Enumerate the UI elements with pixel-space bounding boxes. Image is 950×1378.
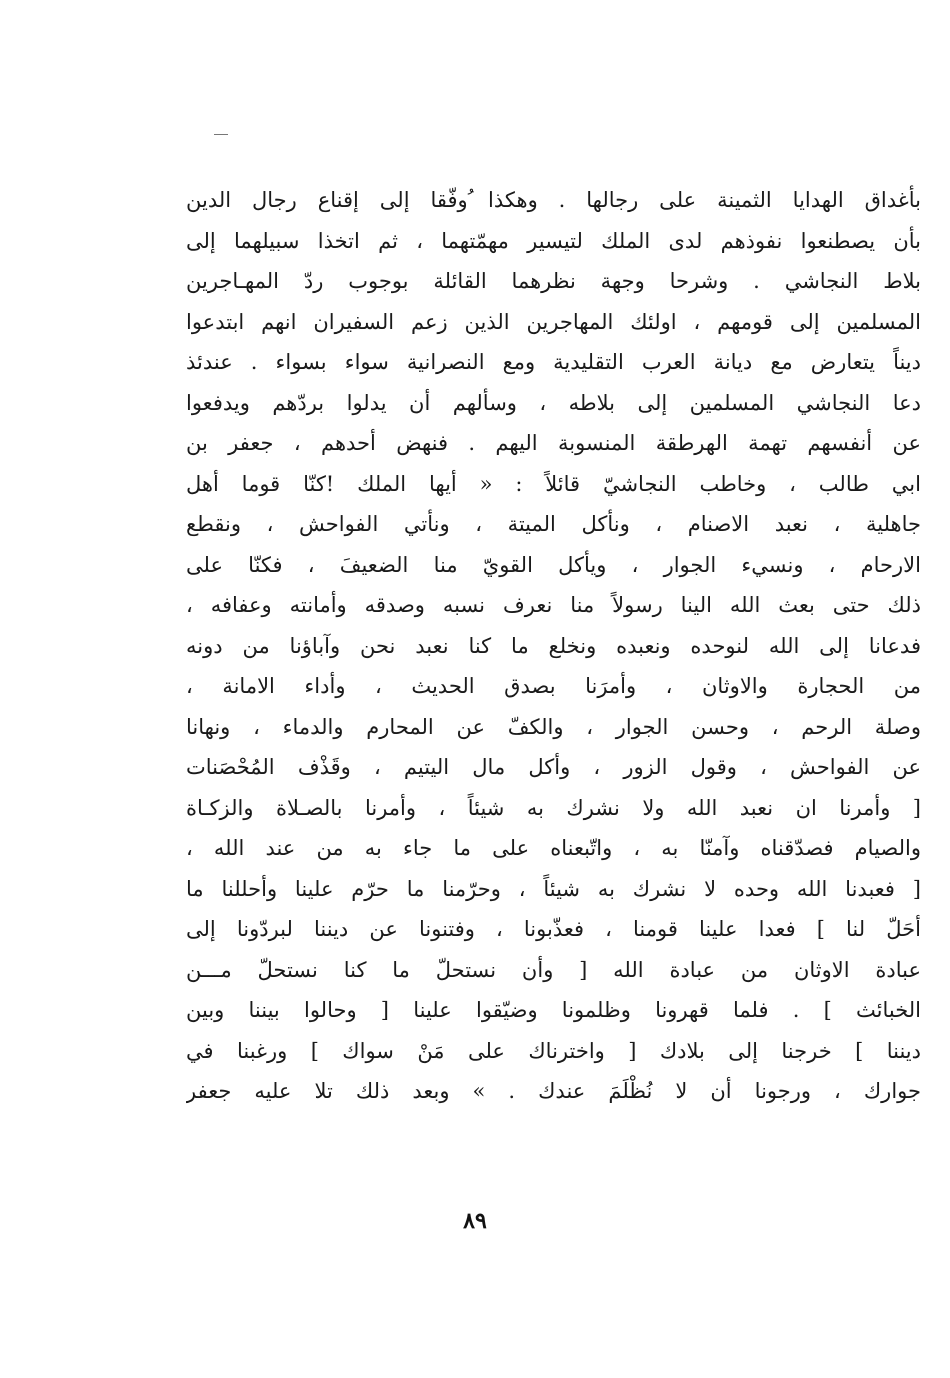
text-line: بأغداق الهدايا الثمينة على رجالها . وهكذا ُوفّقا إلى إقناع رجال الدين: [186, 188, 921, 212]
text-line: أحَلّ لنا ] فعدا علينا قومنا ، فعذّبونا ، وفتنونا عن ديننا لبردّونا إلى: [186, 917, 921, 941]
text-line: [ فعبدنا الله وحده لا نشرك به شيئاً ، وحرّمنا ما حرّم علينا وأحللنا ما: [186, 876, 921, 901]
text-line: من الحجارة والاوثان ، وأمرَنا بصدق الحديث ، وأداء الامانة ،: [186, 674, 921, 698]
text-line: جوارك ، ورجونا أن لا نُظْلَمَ عندك . » وبعد ذلك تلا عليه جعفر: [186, 1079, 921, 1103]
text-line: فدعانا إلى الله لنوحده ونعبده ونخلع ما كنا نعبد نحن وآباؤنا من دونه: [186, 633, 921, 658]
text-line: عن الفواحش ، وقول الزور ، وأكل مال اليتيم ، وقَذْف المُحْصَنات: [186, 755, 921, 779]
text-line: ديننا ] خرجنا إلى بلادك [ واخترناك على مَنْ سواك ] ورغبنا في: [186, 1038, 921, 1063]
text-line: المسلمين إلى قومهم ، اولئك المهاجرين الذين زعم السفيران انهم ابتدعوا: [186, 309, 921, 334]
page-number: ٨٩: [463, 1208, 487, 1234]
text-line: جاهلية ، نعبد الاصنام ، ونأكل الميتة ، ونأتي الفواحش ، ونقطع: [186, 512, 921, 536]
text-line: والصيام فصدّقناه وآمنّا به ، واتّبعناه على ما جاء به من عند الله ،: [186, 836, 921, 860]
text-line: [ وأمرنا ان نعبد الله ولا نشرك به شيئاً ، وأمرنا بالصـلاة والزكـاة: [186, 795, 921, 820]
text-line: الارحام ، ونسيء الجوار ، ويأكل القويّ منا الضعيفَ ، فكنّا على: [186, 552, 921, 577]
text-line: وصلة الرحم ، وحسن الجوار ، والكفّ عن المحارم والدماء ، ونهانا: [186, 714, 921, 739]
top-margin-mark: [214, 134, 228, 135]
text-line: ابي طالب ، وخاطب النجاشيّ قائلاً : « أيها الملك !كنّا قوما أهل: [186, 471, 921, 496]
text-line: الخبائث ] . فلما قهرونا وظلمونا وضيّقوا علينا [ وحالوا بيننا وبين: [186, 998, 921, 1022]
text-line: بأن يصطنعوا نفوذهم لدى الملك لتيسير مهمّتهما ، ثم اتخذا سبيلهما إلى: [186, 228, 921, 253]
text-line: ديناً يتعارض مع ديانة العرب التقليدية ومع النصرانية سواء بسواء . عندئذ: [186, 350, 921, 374]
text-line: بلاط النجاشي . وشرحا وجهة نظرهما القائلة بوجوب ردّ المهـاجرين: [186, 269, 921, 293]
text-line: دعا النجاشي المسلمين إلى بلاطه ، وسألهم أن يدلوا بردّهم ويدفعوا: [186, 390, 921, 415]
text-line: عن أنفسهم تهمة الهرطقة المنسوبة اليهم . فنهض أحدهم ، جعفر بن: [186, 431, 921, 455]
text-line: ذلك حتى بعث الله الينا رسولاً منا نعرف نسبه وصدقه وأمانته وعفافه ،: [186, 593, 921, 617]
text-line: عبادة الاوثان من عبادة الله [ وأن نستحلّ ما كنا نستحلّ مـــن: [186, 957, 921, 982]
body-text: [186, 180, 921, 1112]
